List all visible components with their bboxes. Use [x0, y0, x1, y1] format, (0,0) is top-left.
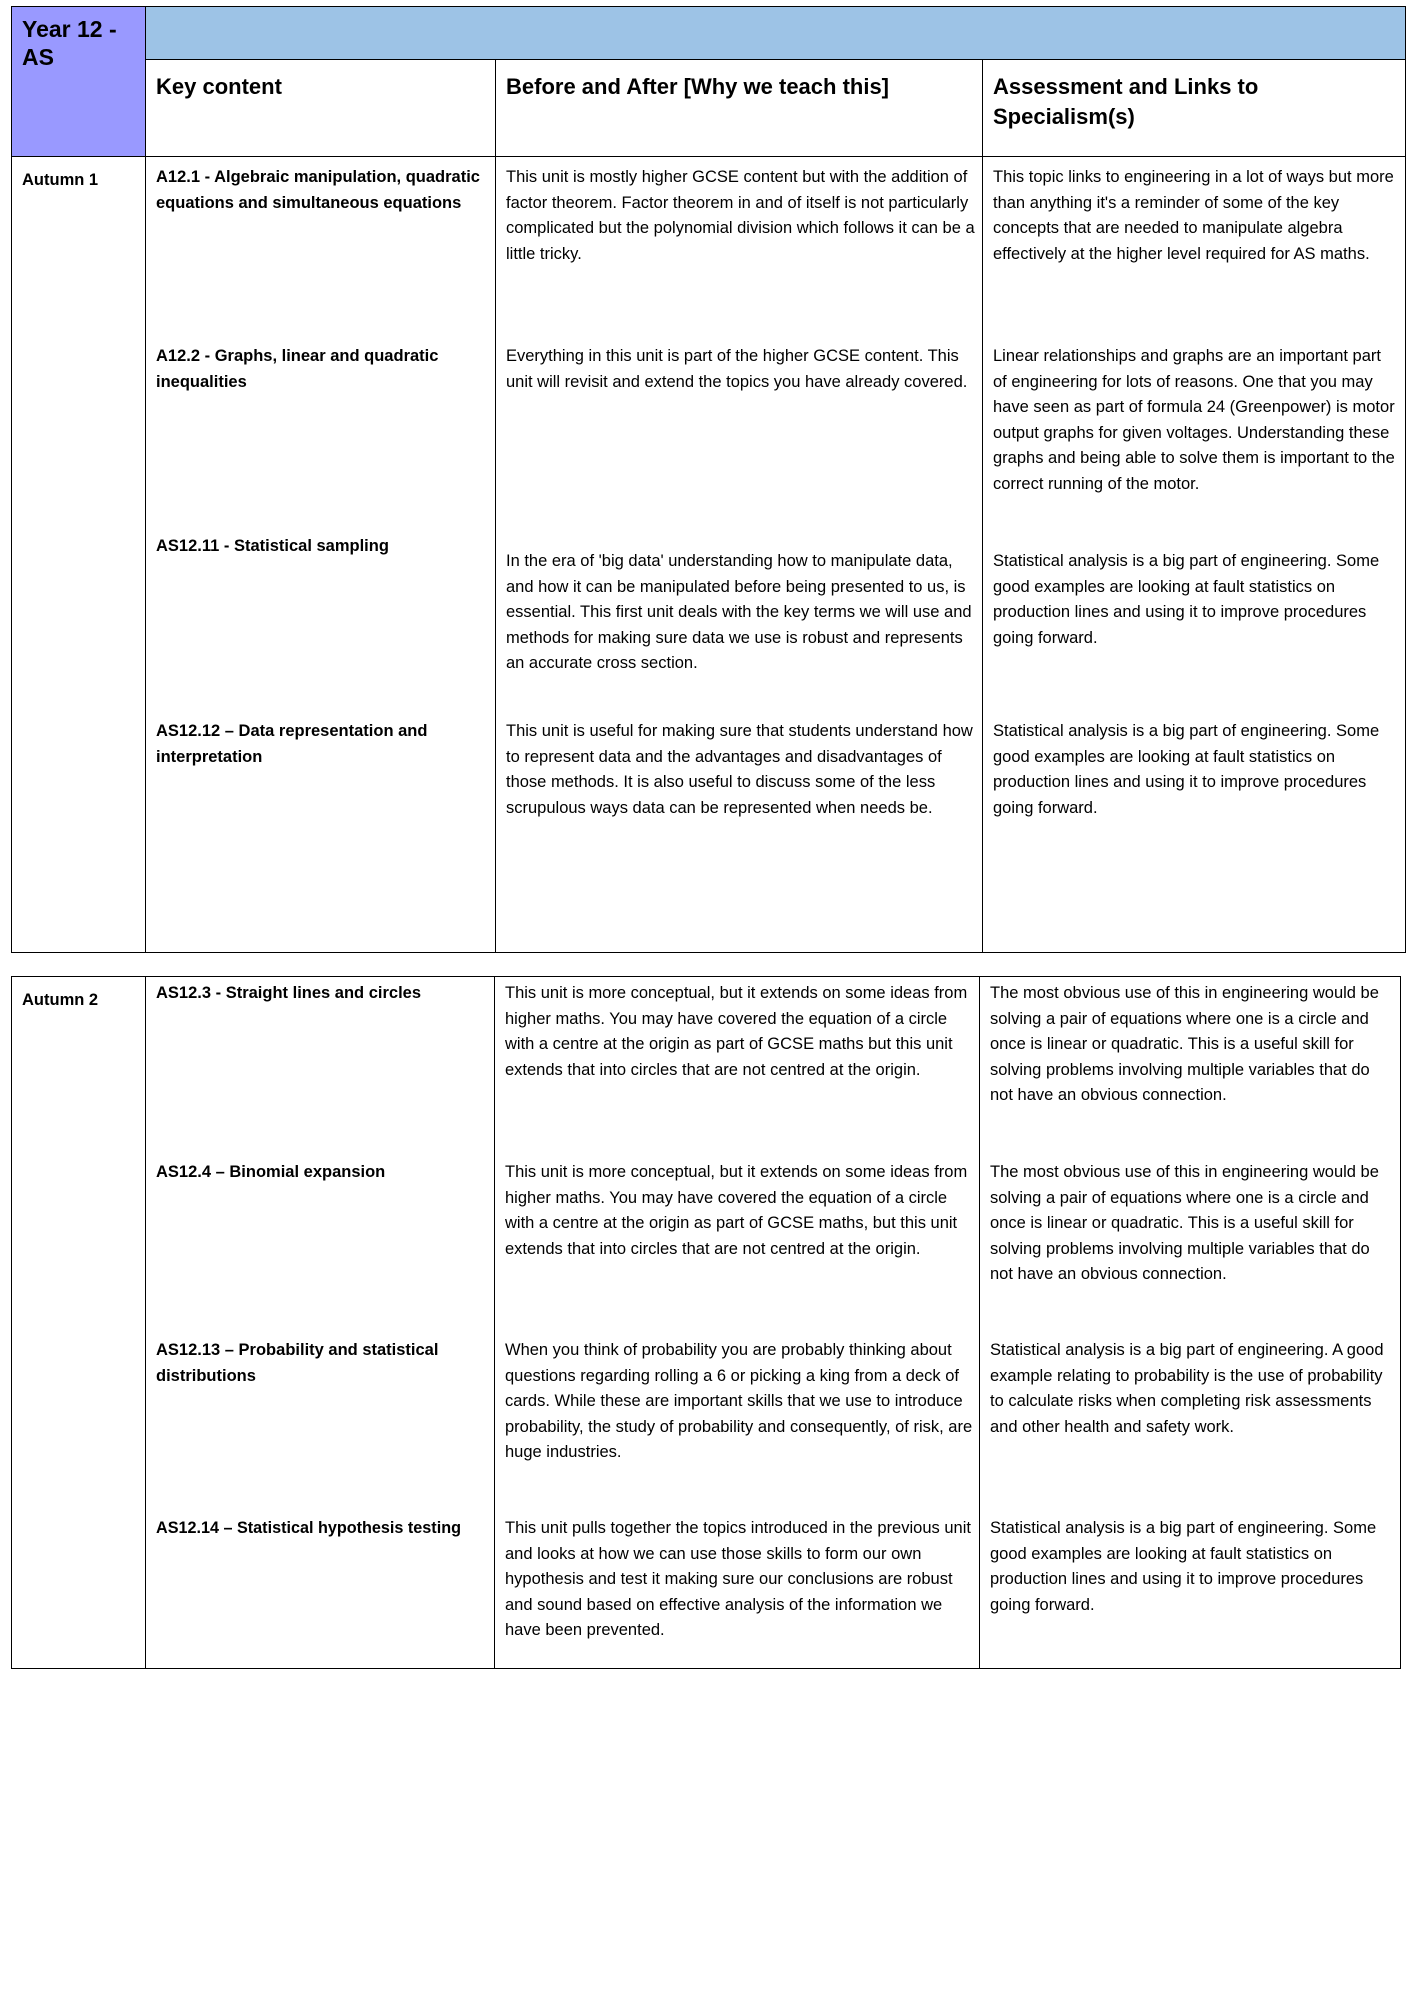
- unit-why-text: In the era of 'big data' understanding how to manipulate data, and how it can be manipulated before being presented to us, is essential. This first unit deals with the key terms we will use and methods for making sure data we use is robust and represents an accurate cross section.: [506, 552, 972, 672]
- unit-links-text: This topic links to engineering in a lot of ways but more than anything it's a reminder of some of the key concepts that are needed to manipulate algebra effectively at the higher level required for AS maths.: [993, 168, 1394, 263]
- links-cell: [983, 157, 1406, 953]
- unit-links-text: Statistical analysis is a big part of engineering. A good example relating to probability is the use of probability to calculate risks when completing risk assessments and other health and safety work.: [990, 1341, 1384, 1436]
- column-header-key-content: Key content: [146, 60, 496, 157]
- links-cell: [980, 977, 1401, 1669]
- unit-title: AS12.13 – Probability and statistical distributions: [156, 1341, 439, 1385]
- why-cell: [496, 157, 983, 953]
- unit-title: A12.1 - Algebraic manipulation, quadratic equations and simultaneous equations: [156, 168, 480, 212]
- curriculum-table-autumn-2: [11, 976, 1401, 1669]
- unit-why-text: This unit pulls together the topics introduced in the previous unit and looks at how we can use those skills to form our own hypothesis and test it making sure our conclusions are robust and sound based on effective analysis of the information we have been prevented.: [505, 1519, 971, 1639]
- term-label-autumn-1: Autumn 1: [12, 157, 146, 953]
- unit-title: AS12.4 – Binomial expansion: [156, 1163, 386, 1181]
- unit-why-text: This unit is useful for making sure that students understand how to represent data and the advantages and disadvantages of those methods. It is also useful to discuss some of the less scrupulous ways data can be represented when needs be.: [506, 722, 973, 817]
- unit-links-text: Linear relationships and graphs are an important part of engineering for lots of reasons. One that you may have seen as part of formula 24 (Greenpower) is motor output graphs for given voltages. Understanding these graphs and being able to solve them is important to the correct running of the motor.: [993, 347, 1395, 493]
- unit-title: A12.2 - Graphs, linear and quadratic inequalities: [156, 347, 439, 391]
- header-color-bar: [146, 7, 1406, 60]
- key-content-cell: [146, 157, 496, 953]
- key-content-cell: [146, 977, 495, 1669]
- why-cell: [495, 977, 980, 1669]
- unit-title: AS12.3 - Straight lines and circles: [156, 984, 422, 1002]
- unit-why-text: When you think of probability you are probably thinking about questions regarding rolling a 6 or picking a king from a deck of cards. While these are important skills that we use to introduce probability, the study of probability and consequently, of risk, are huge industries.: [505, 1341, 973, 1461]
- unit-why-text: This unit is more conceptual, but it extends on some ideas from higher maths. You may have covered the equation of a circle with a centre at the origin as part of GCSE maths but this unit extends that into circles that are not centred at the origin.: [505, 984, 968, 1079]
- term-label-autumn-2: Autumn 2: [12, 977, 146, 1669]
- column-header-links: Assessment and Links to Specialism(s): [983, 60, 1406, 157]
- unit-links-text: The most obvious use of this in engineering would be solving a pair of equations where one is a circle and once is linear or quadratic. This is a useful skill for solving problems involving multiple variables that do not have an obvious connection.: [990, 984, 1379, 1104]
- unit-why-text: Everything in this unit is part of the higher GCSE content. This unit will revisit and extend the topics you have already covered.: [506, 347, 968, 391]
- unit-links-text: The most obvious use of this in engineering would be solving a pair of equations where one is a circle and once is linear or quadratic. This is a useful skill for solving problems involving multiple variables that do not have an obvious connection.: [990, 1163, 1379, 1283]
- unit-links-text: Statistical analysis is a big part of engineering. Some good examples are looking at fault statistics on production lines and using it to improve procedures going forward.: [993, 552, 1380, 647]
- unit-title: AS12.11 - Statistical sampling: [156, 537, 389, 555]
- unit-links-text: Statistical analysis is a big part of engineering. Some good examples are looking at fault statistics on production lines and using it to improve procedures going forward.: [993, 722, 1380, 817]
- unit-why-text: This unit is mostly higher GCSE content but with the addition of factor theorem. Factor theorem in and of itself is not particularly complicated but the polynomial division which follows it can be a little tricky.: [506, 168, 975, 263]
- unit-why-text: This unit is more conceptual, but it extends on some ideas from higher maths. You may have covered the equation of a circle with a centre at the origin as part of GCSE maths, but this unit extends that into circles that are not centred at the origin.: [505, 1163, 968, 1258]
- column-header-why: Before and After [Why we teach this]: [496, 60, 983, 157]
- unit-title: AS12.14 – Statistical hypothesis testing: [156, 1519, 461, 1537]
- curriculum-table-autumn-1: [11, 6, 1406, 953]
- unit-title: AS12.12 – Data representation and interpretation: [156, 722, 428, 766]
- year-label: Year 12 - AS: [12, 7, 146, 157]
- unit-links-text: Statistical analysis is a big part of engineering. Some good examples are looking at fault statistics on production lines and using it to improve procedures going forward.: [990, 1519, 1377, 1614]
